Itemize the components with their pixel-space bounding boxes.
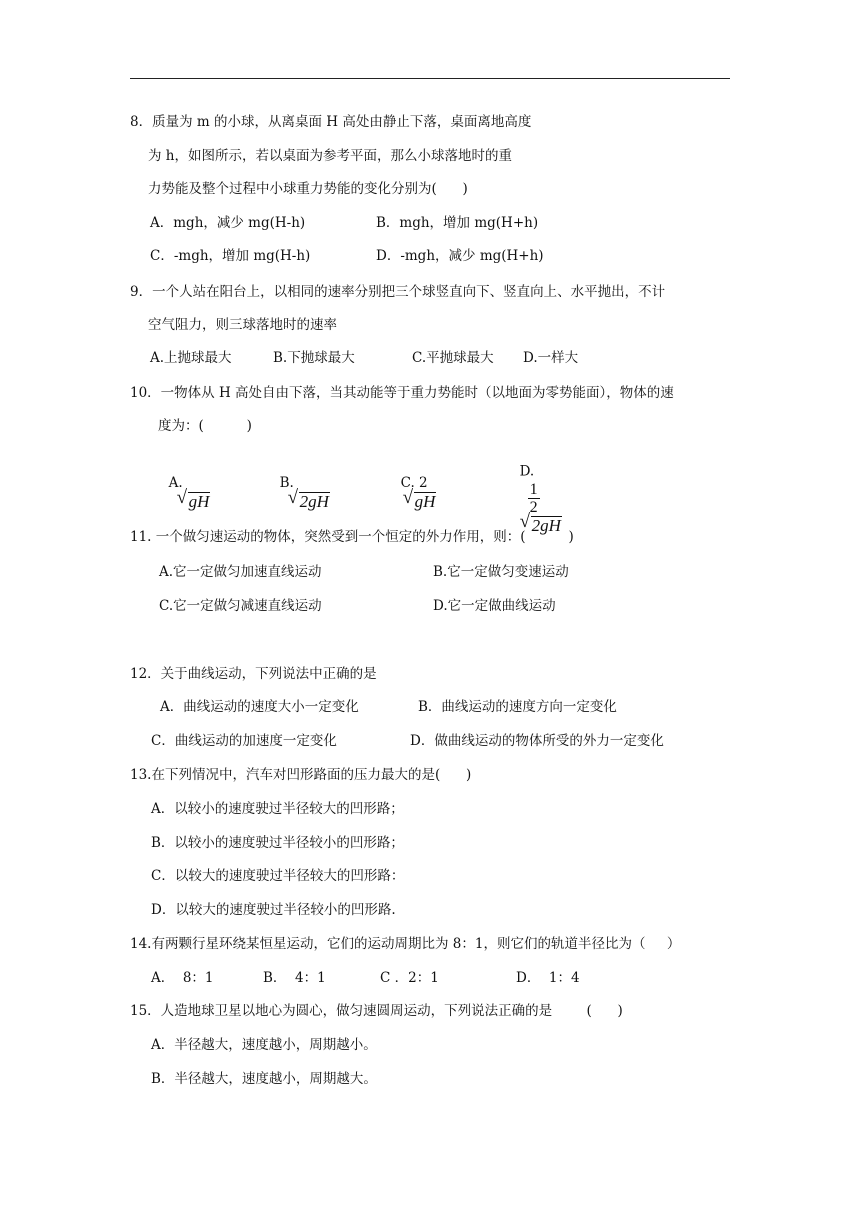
q9-stem-line-2: 空气阻力，则三球落地时的速率 — [148, 317, 337, 333]
q12-option-c: C．曲线运动的加速度一定变化 — [151, 733, 337, 749]
q15-stem-line-1: 15．人造地球卫星以地心为圆心，做匀速圆周运动，下列说法正确的是 ( ) — [130, 1003, 623, 1019]
q11-option-b: B.它一定做匀变速运动 — [433, 564, 569, 580]
q10-stem-line-2: 度为：( ) — [158, 418, 252, 434]
q9-option-b: B.下抛球最大 — [273, 350, 355, 366]
q11-stem-line-1: 11. 一个做匀速运动的物体，突然受到一个恒定的外力作用，则：( ) — [130, 529, 574, 545]
q12-option-a: A．曲线运动的速度大小一定变化 — [160, 699, 359, 715]
q10-option-b-expr: 2gH — [299, 492, 329, 511]
q9-option-a: A.上抛球最大 — [150, 350, 232, 366]
q11-option-c: C.它一定做匀减速直线运动 — [159, 598, 322, 614]
q8-option-d: D．-mgh，减少 mg(H+h) — [376, 248, 544, 264]
q13-option-d: D．以较大的速度驶过半径较小的凹形路. — [151, 902, 396, 918]
q8-option-b: B．mgh，增加 mg(H+h) — [376, 215, 539, 231]
q13-option-a: A．以较小的速度驶过半径较大的凹形路； — [151, 801, 404, 817]
q10-option-d-expr: 2gH — [531, 515, 561, 535]
q14-option-d: D． 1：4 — [516, 970, 580, 986]
q10-option-a-expr: gH — [188, 492, 210, 511]
q13-stem-line-1: 13.在下列情况中，汽车对凹形路面的压力最大的是( ) — [130, 767, 472, 783]
q8-stem-line-1: 8．质量为 m 的小球，从离桌面 H 高处由静止下落，桌面离地高度 — [130, 114, 532, 130]
q13-option-c: C．以较大的速度驶过半径较大的凹形路： — [151, 868, 405, 884]
q10-option-d-denominator: 2 — [529, 498, 538, 516]
q8-stem-line-3: 力势能及整个过程中小球重力势能的变化分别为( ) — [148, 181, 468, 197]
q12-stem-line-1: 12．关于曲线运动，下列说法中正确的是 — [130, 666, 377, 682]
q10-option-a-sqrt — [177, 492, 211, 511]
q11-option-d: D.它一定做曲线运动 — [433, 598, 556, 614]
q10-option-c-sqrt — [403, 492, 437, 511]
q10-option-c — [392, 456, 436, 512]
q11-option-a: A.它一定做匀加速直线运动 — [159, 564, 322, 580]
q8-stem-line-2: 为 h，如图所示，若以桌面为参考平面，那么小球落地时的重 — [148, 148, 512, 164]
q9-option-d: D.一样大 — [523, 350, 579, 366]
q9-stem-line-1: 9．一个人站在阳台上，以相同的速率分别把三个球竖直向下、竖直向上、水平抛出，不计 — [130, 284, 666, 300]
q14-option-b: B． 4：1 — [263, 970, 326, 986]
q10-option-b-label: B. — [279, 475, 294, 491]
q12-option-b: B．曲线运动的速度方向一定变化 — [418, 699, 617, 715]
q12-option-d: D．做曲线运动的物体所受的外力一定变化 — [410, 733, 664, 749]
q15-option-a: A．半径越大，速度越小，周期越小。 — [151, 1037, 377, 1053]
q10-option-b — [271, 456, 330, 512]
q10-option-b-sqrt — [288, 492, 330, 511]
q10-stem-line-1: 10．一物体从 H 高处自由下落，当其动能等于重力势能时（以地面为零势能面），物体的速 — [130, 385, 674, 401]
header-rule — [130, 78, 730, 79]
q14-option-a: A． 8：1 — [151, 970, 214, 986]
q8-option-c: C．-mgh，增加 mg(H-h) — [150, 248, 311, 264]
q10-option-a — [160, 456, 210, 512]
q15-option-b: B．半径越大，速度越小，周期越大。 — [151, 1071, 377, 1087]
q9-option-c: C.平抛球最大 — [412, 350, 494, 366]
q10-option-a-label: A. — [168, 475, 183, 491]
q14-option-c: C ．2：1 — [380, 970, 439, 986]
q8-option-a: A．mgh，减少 mg(H-h) — [150, 215, 306, 231]
q13-option-b: B．以较小的速度驶过半径较小的凹形路； — [151, 835, 404, 851]
q10-option-c-expr: gH — [414, 492, 436, 511]
q10-option-d-label: D. — [519, 463, 535, 480]
q14-stem-line-1: 14.有两颗行星环绕某恒星运动，它们的运动周期比为 8：1，则它们的轨道半径比为（ ） — [130, 936, 681, 952]
q10-option-d-numerator: 1 — [529, 480, 538, 498]
q10-option-c-label: C. 2 — [400, 475, 428, 491]
q10-option-d — [511, 444, 562, 535]
